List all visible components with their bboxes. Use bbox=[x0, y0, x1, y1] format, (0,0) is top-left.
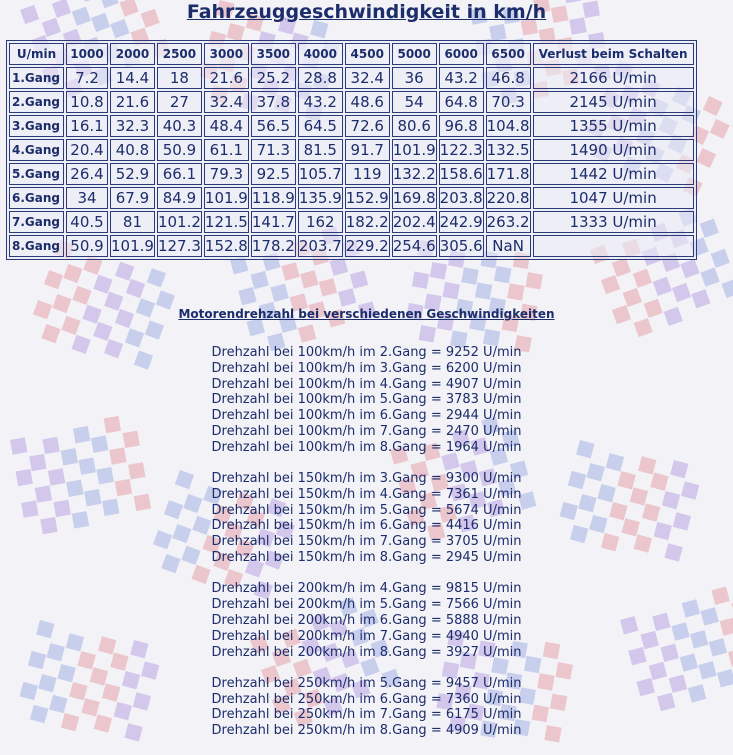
table-row bbox=[9, 139, 694, 161]
speed-cell: 220.8 bbox=[486, 189, 530, 207]
speed-cell: 242.9 bbox=[439, 213, 483, 231]
header-rpm-col: 2000 bbox=[110, 43, 155, 65]
speed-cell: 18 bbox=[157, 67, 202, 89]
speed-cell: 52.9 bbox=[110, 163, 155, 185]
speed-cell: 25.2 bbox=[251, 67, 296, 89]
speed-cell: 84.9 bbox=[157, 187, 202, 209]
rpm-line: Drehzahl bei 200km/h im 7.Gang = 4940 U/min bbox=[211, 628, 522, 644]
speed-cell: 132.2 bbox=[392, 165, 436, 183]
rpm-line: Drehzahl bei 100km/h im 7.Gang = 2470 U/min bbox=[211, 423, 522, 439]
speed-cell: 171.8 bbox=[486, 165, 530, 183]
rpm-line: Drehzahl bei 250km/h im 5.Gang = 9457 U/min bbox=[211, 675, 522, 691]
speed-cell: 16.1 bbox=[66, 115, 108, 137]
shift-loss-cell bbox=[533, 235, 694, 257]
speed-cell: 202.4 bbox=[392, 213, 436, 231]
speed-cell: 32.4 bbox=[204, 91, 249, 113]
speed-cell: 169.8 bbox=[392, 189, 436, 207]
speed-cell: 132.5 bbox=[486, 141, 530, 159]
speed-cell: 54 bbox=[392, 91, 437, 113]
speed-cell: 37.8 bbox=[251, 91, 296, 113]
speed-cell: 105.7 bbox=[298, 165, 342, 183]
speed-cell: 178.2 bbox=[251, 237, 295, 255]
speed-cell: 81.5 bbox=[298, 139, 343, 161]
rpm-line: Drehzahl bei 100km/h im 4.Gang = 4907 U/min bbox=[211, 376, 522, 392]
header-rpm-col: 6500 bbox=[486, 43, 531, 65]
rpm-line: Drehzahl bei 100km/h im 5.Gang = 3783 U/min bbox=[211, 392, 522, 408]
rpm-line: Drehzahl bei 200km/h im 6.Gang = 5888 U/min bbox=[211, 612, 522, 628]
speed-cell: 81 bbox=[110, 211, 155, 233]
rpm-line: Drehzahl bei 150km/h im 8.Gang = 2945 U/min bbox=[211, 550, 522, 566]
speed-cell: 96.8 bbox=[439, 115, 484, 137]
gear-label: 5.Gang bbox=[9, 163, 64, 185]
speed-cell: 20.4 bbox=[66, 139, 108, 161]
speed-cell: 43.2 bbox=[298, 91, 343, 113]
gear-label: 8.Gang bbox=[9, 235, 64, 257]
speed-cell: 56.5 bbox=[251, 115, 296, 137]
rpm-line: Drehzahl bei 200km/h im 4.Gang = 9815 U/min bbox=[211, 581, 522, 597]
table-header-row bbox=[9, 43, 694, 65]
header-rpm-col: 3000 bbox=[204, 43, 249, 65]
speed-table bbox=[6, 40, 697, 260]
rpm-line: Drehzahl bei 150km/h im 3.Gang = 9300 U/min bbox=[211, 471, 522, 487]
speed-cell: 119 bbox=[345, 163, 390, 185]
speed-cell: 10.8 bbox=[66, 91, 108, 113]
speed-cell: 229.2 bbox=[345, 237, 389, 255]
gear-label: 7.Gang bbox=[9, 211, 64, 233]
speed-cell: 101.9 bbox=[204, 189, 248, 207]
shift-loss-cell: 1333 U/min bbox=[533, 211, 694, 233]
rpm-group bbox=[0, 471, 733, 566]
speed-cell: 61.1 bbox=[204, 139, 249, 161]
speed-cell: 121.5 bbox=[204, 213, 248, 231]
table-row bbox=[9, 235, 694, 257]
speed-cell: 305.6 bbox=[439, 237, 483, 255]
rpm-line: Drehzahl bei 100km/h im 2.Gang = 9252 U/min bbox=[211, 345, 522, 360]
speed-cell: 67.9 bbox=[110, 187, 155, 209]
speed-cell: 36 bbox=[392, 67, 437, 89]
speed-cell: 101.9 bbox=[392, 141, 436, 159]
speed-cell: 32.4 bbox=[345, 67, 390, 89]
table-row bbox=[9, 91, 694, 113]
table-row bbox=[9, 211, 694, 233]
speed-cell: 21.6 bbox=[110, 91, 155, 113]
rpm-list bbox=[0, 345, 733, 755]
speed-cell: 40.3 bbox=[157, 115, 202, 137]
rpm-line: Drehzahl bei 150km/h im 7.Gang = 3705 U/min bbox=[211, 534, 522, 550]
rpm-line: Drehzahl bei 250km/h im 7.Gang = 6175 U/min bbox=[211, 707, 522, 723]
speed-cell: 122.3 bbox=[439, 141, 483, 159]
rpm-line: Drehzahl bei 100km/h im 8.Gang = 1964 U/min bbox=[211, 439, 522, 455]
speed-cell: 118.9 bbox=[251, 189, 295, 207]
speed-cell: 92.5 bbox=[251, 163, 296, 185]
rpm-group bbox=[0, 676, 733, 739]
speed-cell: 135.9 bbox=[298, 189, 342, 207]
rpm-line: Drehzahl bei 250km/h im 8.Gang = 4909 U/min bbox=[211, 723, 522, 739]
speed-cell: 203.7 bbox=[298, 237, 342, 255]
speed-cell: 32.3 bbox=[110, 115, 155, 137]
rpm-group bbox=[0, 345, 733, 456]
speed-cell: 27 bbox=[157, 91, 202, 113]
table-body bbox=[9, 67, 694, 257]
rpm-line: Drehzahl bei 100km/h im 6.Gang = 2944 U/min bbox=[211, 408, 522, 424]
speed-cell: 28.8 bbox=[298, 67, 343, 89]
gear-label: 4.Gang bbox=[9, 139, 64, 161]
speed-cell: 101.2 bbox=[157, 213, 201, 231]
rpm-group bbox=[0, 581, 733, 660]
gear-label: 3.Gang bbox=[9, 115, 64, 137]
rpm-line: Drehzahl bei 150km/h im 6.Gang = 4416 U/min bbox=[211, 518, 522, 534]
rpm-line: Drehzahl bei 150km/h im 4.Gang = 7361 U/min bbox=[211, 486, 522, 502]
gear-label: 1.Gang bbox=[9, 67, 64, 89]
speed-cell: 141.7 bbox=[251, 213, 295, 231]
speed-cell: 182.2 bbox=[345, 213, 389, 231]
speed-cell: 254.6 bbox=[392, 237, 436, 255]
speed-cell: 263.2 bbox=[486, 213, 530, 231]
speed-cell: 101.9 bbox=[111, 237, 154, 255]
shift-loss-cell: 2166 U/min bbox=[533, 67, 694, 89]
speed-cell: 64.8 bbox=[439, 91, 484, 113]
shift-loss-cell: 1490 U/min bbox=[533, 139, 694, 161]
speed-cell: 79.3 bbox=[204, 163, 249, 185]
shift-loss-cell: 1442 U/min bbox=[533, 163, 694, 185]
header-rpm-col: 4000 bbox=[298, 43, 343, 65]
speed-cell: 71.3 bbox=[251, 139, 296, 161]
speed-cell: 7.2 bbox=[66, 67, 108, 89]
speed-cell: 14.4 bbox=[110, 67, 155, 89]
table-row bbox=[9, 115, 694, 137]
speed-cell: 162 bbox=[298, 211, 343, 233]
speed-cell: 21.6 bbox=[204, 67, 249, 89]
rpm-line: Drehzahl bei 200km/h im 5.Gang = 7566 U/min bbox=[211, 597, 522, 613]
shift-loss-cell: 1355 U/min bbox=[533, 115, 694, 137]
shift-loss-cell: 1047 U/min bbox=[533, 187, 694, 209]
header-rpm-col: 2500 bbox=[157, 43, 202, 65]
header-rpm-col: 1000 bbox=[66, 43, 108, 65]
header-rpm-col: 6000 bbox=[439, 43, 484, 65]
speed-cell: 80.6 bbox=[392, 115, 437, 137]
header-rpm-col: 5000 bbox=[392, 43, 437, 65]
speed-cell: 40.5 bbox=[66, 211, 108, 233]
section-subtitle: Motorendrehzahl bei verschiedenen Geschwindigkeiten bbox=[178, 307, 555, 321]
header-rpm: U/min bbox=[9, 43, 64, 65]
rpm-line: Drehzahl bei 100km/h im 3.Gang = 6200 U/min bbox=[211, 360, 522, 376]
speed-cell: 127.3 bbox=[157, 237, 201, 255]
rpm-line: Drehzahl bei 250km/h im 6.Gang = 7360 U/min bbox=[211, 691, 522, 707]
speed-cell: 48.4 bbox=[204, 115, 249, 137]
table-row bbox=[9, 67, 694, 89]
page-title: Fahrzeuggeschwindigkeit in km/h bbox=[186, 1, 547, 23]
header-rpm-col: 3500 bbox=[251, 43, 296, 65]
gear-label: 6.Gang bbox=[9, 187, 64, 209]
speed-cell: 43.2 bbox=[439, 67, 484, 89]
shift-loss-cell: 2145 U/min bbox=[533, 91, 694, 113]
speed-cell: 72.6 bbox=[345, 115, 390, 137]
header-rpm-col: 4500 bbox=[345, 43, 390, 65]
speed-cell: 158.6 bbox=[439, 165, 483, 183]
speed-cell: 91.7 bbox=[345, 139, 390, 161]
header-loss: Verlust beim Schalten bbox=[533, 43, 694, 65]
speed-cell: 46.8 bbox=[486, 67, 531, 89]
speed-cell: 152.9 bbox=[345, 189, 389, 207]
speed-cell: 26.4 bbox=[66, 163, 108, 185]
speed-cell: 50.9 bbox=[157, 139, 202, 161]
speed-cell: 152.8 bbox=[204, 237, 248, 255]
speed-cell: 203.8 bbox=[439, 189, 483, 207]
table-row bbox=[9, 187, 694, 209]
rpm-line: Drehzahl bei 150km/h im 5.Gang = 5674 U/min bbox=[211, 502, 522, 518]
speed-cell: NaN bbox=[486, 235, 531, 257]
speed-cell: 66.1 bbox=[157, 163, 202, 185]
speed-cell: 34 bbox=[66, 187, 108, 209]
table-row bbox=[9, 163, 694, 185]
rpm-line: Drehzahl bei 200km/h im 8.Gang = 3927 U/min bbox=[211, 644, 522, 660]
gear-label: 2.Gang bbox=[9, 91, 64, 113]
speed-cell: 40.8 bbox=[110, 139, 155, 161]
speed-cell: 50.9 bbox=[66, 235, 108, 257]
speed-cell: 48.6 bbox=[345, 91, 390, 113]
speed-cell: 64.5 bbox=[298, 115, 343, 137]
speed-cell: 104.8 bbox=[486, 117, 530, 135]
speed-cell: 70.3 bbox=[486, 91, 531, 113]
